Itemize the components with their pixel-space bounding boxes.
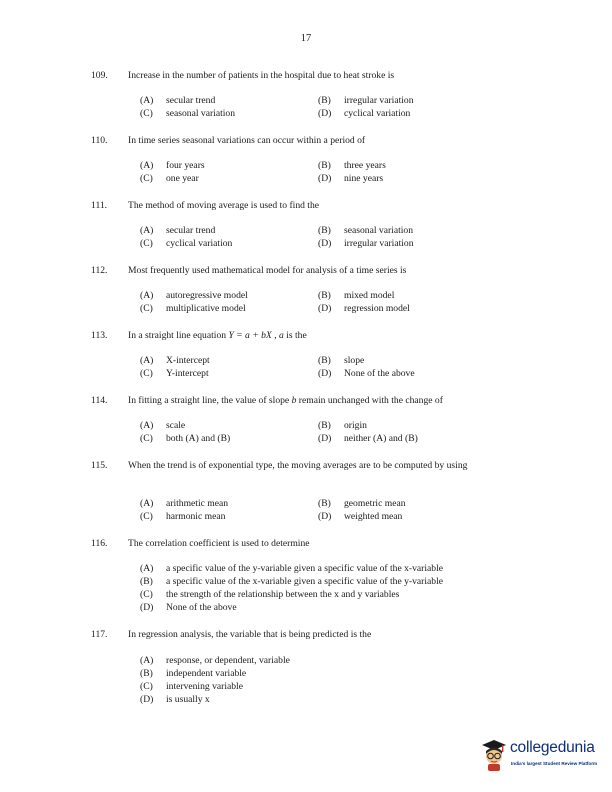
question-115	[91, 460, 521, 473]
question-114	[91, 395, 521, 408]
option-d: (D) None of the above	[318, 368, 415, 379]
option-b: (B) origin	[318, 420, 367, 431]
logo-tagline: India's largest Student Review Platform	[511, 761, 598, 766]
question-117	[91, 629, 521, 642]
option-a: (A) scale	[140, 420, 186, 431]
question-109	[91, 70, 521, 83]
option-c: (C) seasonal variation	[140, 108, 235, 119]
option-c: (C) cyclical variation	[140, 238, 233, 249]
option-c: (C) the strength of the relationship between the x and y variables	[140, 589, 400, 600]
option-b: (B) a specific value of the x-variable given a specific value of the y-variable	[140, 576, 444, 587]
question-stem: Increase in the number of patients in the hospital due to heat stroke is	[128, 70, 395, 81]
option-c: (C) harmonic mean	[140, 511, 226, 522]
option-a: (A) secular trend	[140, 95, 216, 106]
option-d: (D) None of the above	[140, 602, 237, 613]
question-stem: In fitting a straight line, the value of slope b remain unchanged with the change of	[128, 395, 443, 406]
question-number: 115.	[91, 460, 108, 471]
question-116	[91, 538, 521, 551]
option-a: (A) four years	[140, 160, 205, 171]
question-stem: When the trend is of exponential type, the moving averages are to be computed by using	[128, 460, 468, 471]
variable: a	[279, 330, 284, 341]
question-number: 117.	[91, 629, 108, 640]
option-d: (D) irregular variation	[318, 238, 414, 249]
option-d: (D) nine years	[318, 173, 384, 184]
question-number: 110.	[91, 135, 108, 146]
logo-name: collegedunia	[510, 739, 595, 756]
question-number: 116.	[91, 538, 108, 549]
page-number: 17	[300, 33, 312, 44]
collegedunia-logo[interactable]	[480, 737, 610, 777]
question-stem: The correlation coefficient is used to determine	[128, 538, 310, 549]
option-d: (D) weighted mean	[318, 511, 403, 522]
option-b: (B) seasonal variation	[318, 225, 413, 236]
question-stem: In regression analysis, the variable that is being predicted is the	[128, 629, 372, 640]
question-stem: In time series seasonal variations can occur within a period of	[128, 135, 366, 146]
question-number: 109.	[91, 70, 108, 81]
option-b: (B) three years	[318, 160, 386, 171]
question-stem: Most frequently used mathematical model for analysis of a time series is	[128, 265, 407, 276]
option-d: (D) is usually x	[140, 694, 210, 705]
option-b: (B) mixed model	[318, 290, 395, 301]
option-a: (A) X-intercept	[140, 355, 210, 366]
question-number: 114.	[91, 395, 108, 406]
option-b: (B) geometric mean	[318, 498, 406, 509]
option-b: (B) independent variable	[140, 668, 247, 679]
option-c: (C) intervening variable	[140, 681, 243, 692]
question-number: 111.	[91, 200, 108, 211]
option-a: (A) arithmetic mean	[140, 498, 229, 509]
option-b: (B) irregular variation	[318, 95, 414, 106]
equation: Y = a + bX	[228, 330, 272, 341]
option-c: (C) multiplicative model	[140, 303, 246, 314]
option-a: (A) response, or dependent, variable	[140, 655, 290, 666]
question-number: 112.	[91, 265, 108, 276]
option-d: (D) regression model	[318, 303, 410, 314]
graduate-mascot-icon	[480, 737, 508, 771]
variable: b	[291, 395, 297, 406]
question-112	[91, 265, 521, 278]
option-b: (B) slope	[318, 355, 365, 366]
option-a: (A) autoregressive model	[140, 290, 248, 301]
question-stem: In a straight line equation Y = a + bX , a is the	[128, 330, 307, 341]
option-d: (D) cyclical variation	[318, 108, 411, 119]
question-110	[91, 135, 521, 148]
option-a: (A) a specific value of the y-variable given a specific value of the x-variable	[140, 563, 444, 574]
option-c: (C) one year	[140, 173, 199, 184]
option-d: (D) neither (A) and (B)	[318, 433, 418, 444]
option-c: (C) Y-intercept	[140, 368, 209, 379]
question-number: 113.	[91, 330, 108, 341]
option-a: (A) secular trend	[140, 225, 216, 236]
question-stem: The method of moving average is used to find the	[128, 200, 320, 211]
question-113	[91, 330, 521, 343]
question-111	[91, 200, 521, 213]
option-c: (C) both (A) and (B)	[140, 433, 231, 444]
